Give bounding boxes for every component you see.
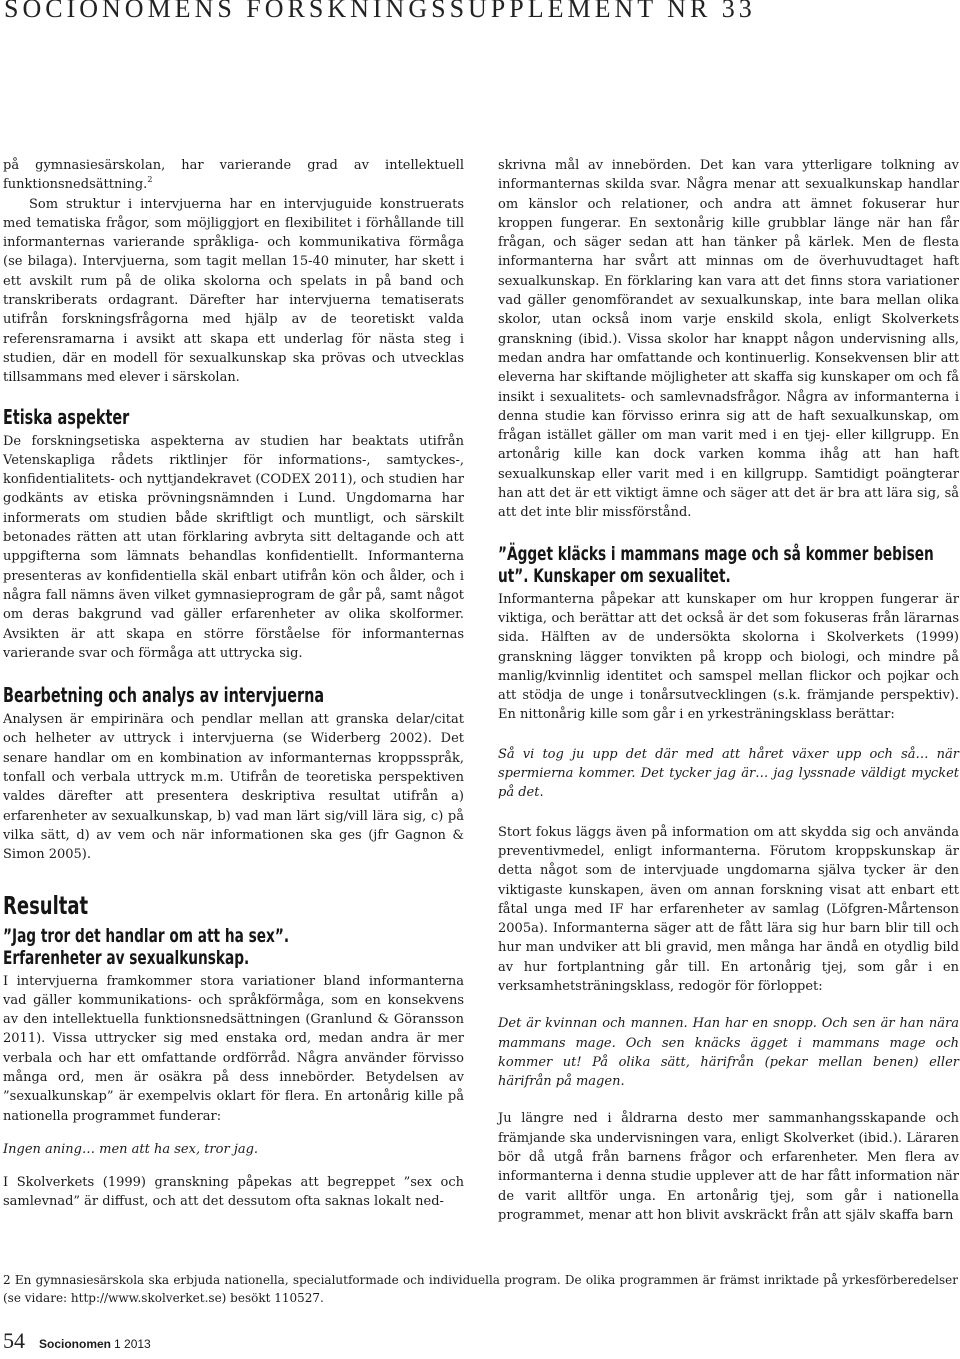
footnote: 2 En gymnasiesärskola ska erbjuda nationella, specialutformade och individuella program. De olika programmen är främst inriktade på yrkesförberedelser (se vidare: http://www.skolverket.se) besökt 110527. — [3, 1273, 958, 1305]
paragraph: De forskningsetiska aspekterna av studien har beaktats utifrån Vetenskapliga rådets riktlinjer för informations-, samtyckes-, konfidentialitets- och nyttjandekravet (CODEX 2011), och studien har godkänts av etiska prövningsnämnden i Lund. Ungdomarna har informerats om studien både skriftligt och muntligt, och särskilt betonades rätten att utan förklaring avbryta sitt deltagande och att uppgifterna som lämnats behandlas konfidentiellt. Informanterna presenteras av konfidentiella skäl enbart utifrån kön och ålder, och i några fall nämns även vilket gymnasieprogram de går på, samt något om deras bakgrund vad gäller erfarenheter av olika skolformer. Avsikten är att skapa en större förståelse för informanternas varierande svar och förmåga att uttrycka sig. — [3, 433, 464, 661]
subheading-line1: ”Jag tror det handlar om att ha sex”. — [3, 924, 290, 947]
paragraph: Ju längre ned i åldrarna desto mer sammanhangsskapande och främjande ska undervisningen vara, enligt Skolverket (ibid.). Läraren bör då utgå från barnens frågor och erfarenheter. Men flera av informanterna i denna studie upplever att de har fått information när de varit alltför unga. En artonårig tjej, som går i nationella programmet, menar att hon blivit avskräckt från att själv skaffa barn — [498, 1111, 959, 1223]
footnote-marker: 2 — [147, 175, 153, 185]
interview-quote: Det är kvinnan och mannen. Han har en snopp. Och sen är han nära mammans mage. Och sen knäcks ägget i mammans mage och kommer ut! På olika sätt, härifrån (pekar mellan benen) eller härifrån på magen. — [498, 1016, 959, 1090]
subheading-agget: ”Ägget kläcks i mammans mage och så kommer bebisen ut”. Kunskaper om sexualitet. — [498, 542, 934, 587]
issue-label: 1 2013 — [114, 1337, 151, 1351]
paragraph: Informanterna påpekar att kunskaper om hur kroppen fungerar är viktiga, och berättar att det också är det som fokuseras från lärarnas sida. Hälften av de undersökta skolorna i Skolverkets (1999) granskning lägger tonvikten på kropp och biologi, och mindre på manlig/kvinnlig identitet och samspel mellan flickor och pojkar och att stödja de unge i tonårsutvecklingen (s.k. främjande perspektiv). En nittonårig kille som går i en yrkesträningsklass berättar: — [498, 591, 959, 723]
section-heading-bearbetning: Bearbetning och analys av intervjuerna — [3, 683, 325, 708]
paragraph: Analysen är empirinära och pendlar mellan att granska delar/citat och helheter av uttryck i intervjuerna (se Widerberg 2002). Det senare handlar om en kombination av informanternas kroppsspråk, tonfall och verbala uttryck m.m. Utifrån de teoretiska perspektiven valdes därefter att presentera deskriptiva resultat utifrån a) erfarenheter av sexualkunskap, b) vad man lärt sig/vill lära sig, c) på vilka sätt, d) av vem och när informationen ska ges (jfr Gagnon & Simon 2005). — [3, 712, 464, 863]
paragraph: skrivna mål av innebörden. Det kan vara ytterligare tolkning av informanternas skilda svar. Några menar att sexualkunskap handlar om känslor och relationer, och andra att ämnet fokuserar hur kroppen fungerar. En sextonårig kille grubblar länge när han får frågan, och säger sedan att han tänker på kärlek. Men de flesta informanterna har svårt att minnas om de överhuvudtaget haft sexualkunskap. En förklaring kan vara att det finns stora variationer vad gäller genomförandet av sexualkunskap, inte bara mellan olika skolor, utan också inom varje enskild skola, enligt Skolverkets granskning (ibid.). Vissa skolor har knappt någon undervisning alls, medan andra har omfattande och kontinuerlig. Konsekvensen blir att eleverna har skiftande möjligheter att skaffa sig kunskaper om och få insikt i sexualitets- och samlevnadsfrågor. Några av informanterna i denna studie kan förvisso erinra sig att de haft sexualkunskap, om frågan istället gäller om man varit med i en tjej- eller killgrupp. En artonårig kille kan dock varken komma ihåg att han haft sexualkunskap eller varit med i en killgrupp. Samtidigt poängterar han att det är ett viktigt ämne och säger att det är bra att lära sig, så att det inte blir missförstånd. — [498, 158, 959, 521]
interview-quote: Så vi tog ju upp det där med att håret växer upp och så… när spermierna kommer. Det tycker jag är… jag lyssnade väldigt mycket på det. — [498, 746, 959, 801]
left-column — [3, 156, 464, 1212]
right-column — [498, 156, 959, 1225]
magazine-name: Socionomen — [39, 1337, 112, 1351]
paragraph: I intervjuerna framkommer stora variationer bland informanterna vad gäller kommunikations- och språkförmåga, som en konsekvens av den intellektuella funktionsnedsättningen (Granlund & Göransson 2011). Vissa uttrycker sig med enstaka ord, medan andra är mer verbala och har ett omfattande ordförråd. Några använder förvisso många ord, men är osäkra på dess innebörder. Betydelsen av ”sexualkunskap” är exempelvis oklart för flera. En artonårig kille på nationella programmet funderar: — [3, 973, 464, 1124]
section-heading-etik: Etiska aspekter — [3, 404, 130, 429]
page-number: 54 — [3, 1328, 25, 1353]
running-header: SOCIONOMENS FORSKNINGSSUPPLEMENT NR 33 — [4, 0, 756, 23]
paragraph: Stort fokus läggs även på information om att skydda sig och använda preventivmedel, enligt informanterna. Förutom kroppskunskap är detta något som de intervjuade ungdomarna själva tycker är den viktigaste kunskapen, även om annan forskning visat att enbart ett fåtal unga med IF har erfarenheter av samlag (Löfgren-Mårtenson 2005a). Informanterna säger att de fått lära sig hur barn blir till och hur man undviker att bli gravid, men många har ändå en otydlig bild av hur fortplantning går till. En artonårig tjej, som går i en verksamhetsträningsklass, redogör för förloppet: — [498, 824, 959, 994]
subheading-line2: Erfarenheter av sexualkunskap. — [3, 946, 250, 969]
section-heading-resultat: Resultat — [3, 890, 89, 920]
paragraph: Som struktur i intervjuerna har en intervjuguide konstruerats med tematiska frågor, som möjliggjort en flexibilitet i förhållande till informanternas varierande språkliga- och kommunikativa förmåga (se bilaga). Intervjuerna, som tagit mellan 15-40 minuter, har skett i ett avskilt rum på de olika skolorna och spelats in på band och transkriberats ordagrant. Därefter har intervjuerna tematiserats utifrån forskningsfrågorna med hjälp av de teoretiskt valda referensramarna i avsikt att skapa ett underlag för nästa steg i studien, där en modell för sexualkunskap ska prövas och utvecklas tillsammans med elever i särskolan. — [3, 196, 464, 386]
paragraph: på gymnasiesärskolan, har varierande grad av intellektuell funktionsnedsättning.$^2$ — [3, 158, 464, 193]
paragraph: I Skolverkets (1999) granskning påpekas att begreppet ”sex och samlevnad” är diffust, och att det dessutom ofta saknas lokalt ned- — [3, 1175, 464, 1210]
interview-quote: Ingen aning… men att ha sex, tror jag. — [3, 1141, 259, 1157]
page-footer — [3, 1328, 151, 1356]
